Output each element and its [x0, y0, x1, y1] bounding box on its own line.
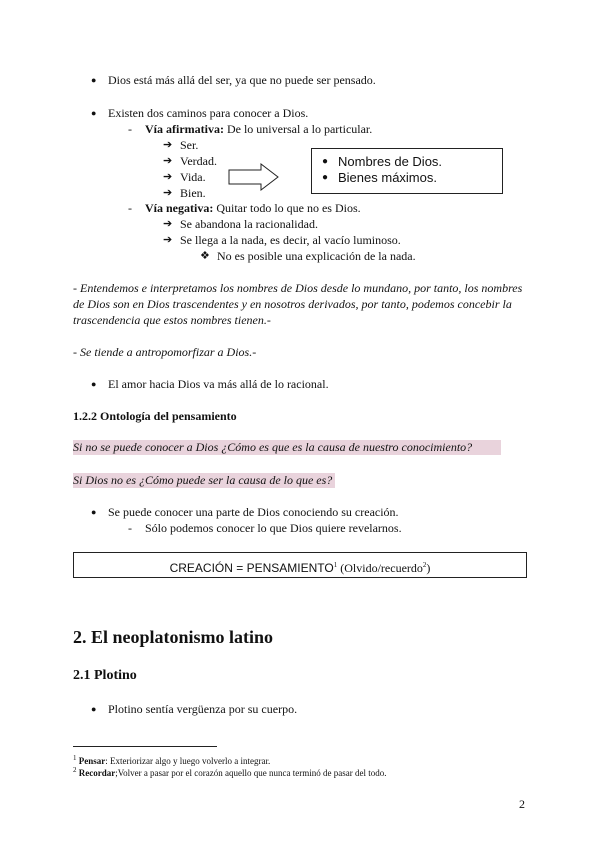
via-negativa-desc: Quitar todo lo que no es Dios.: [216, 201, 361, 215]
negativa-item-racionalidad: ➔ Se abandona la racionalidad.: [180, 217, 318, 232]
via-afirmativa-desc: De lo universal a lo particular.: [226, 122, 373, 136]
afirmativa-item-verdad: ➔ Verdad.: [180, 154, 217, 169]
formula-box: [73, 552, 527, 578]
negativa-subitem: ❖ No es posible una explicación de la nada.: [217, 249, 416, 264]
formula-paren-open: (Olvido/recuerdo: [337, 561, 423, 575]
formula-sup1: 1: [333, 561, 338, 569]
negativa-item-nada: ➔ Se llega a la nada, es decir, al vacío luminoso.: [180, 233, 401, 248]
para2: - Se tiende a antropomorfizar a Dios.-: [73, 345, 257, 359]
formula-main: CREACIÓN = PENSAMIENTO: [169, 561, 334, 575]
para1-line1: - Entendemos e interpretamos los nombres de Dios desde lo mundano, por tanto, los nombres: [73, 281, 523, 295]
bullet-amor: ● El amor hacia Dios va más allá de lo racional.: [108, 377, 329, 392]
afirmativa-box: [311, 148, 503, 194]
bullet-dos-caminos: ● Existen dos caminos para conocer a Dios.: [108, 106, 308, 121]
bullet-plotino: ● Plotino sentía vergüenza por su cuerpo.: [108, 702, 297, 717]
via-afirmativa-label: Vía afirmativa:: [145, 122, 224, 136]
formula-paren-close: ): [426, 561, 431, 575]
via-negativa-label: Vía negativa:: [145, 201, 214, 215]
afirmativa-item-vida: ➔ Vida.: [180, 170, 206, 185]
right-arrow-icon: [228, 163, 280, 191]
afirmativa-item-bien: ➔ Bien.: [180, 186, 206, 201]
question-2: Si Dios no es ¿Cómo puede ser la causa de lo que es?: [73, 473, 335, 488]
via-negativa-line: [145, 201, 361, 216]
footnote-separator: [73, 746, 217, 747]
para1-line3: trascendencia que estos nombres tienen.-: [73, 313, 271, 327]
question-1: Si no se puede conocer a Dios ¿Cómo es que es la causa de nuestro conocimiento?: [73, 440, 501, 455]
afirmativa-item-ser: ➔ Ser.: [180, 138, 198, 153]
footnote-1: $^1$ Pensar: Exteriorizar algo y luego volverlo a integrar.: [73, 754, 271, 766]
bullet-dios-mas-alla: ● Dios está más allá del ser, ya que no puede ser pensado.: [108, 73, 376, 88]
section-heading-122: 1.2.2 Ontología del pensamiento: [73, 409, 237, 423]
dash-revelarnos: - Sólo podemos conocer lo que Dios quiere revelarnos.: [145, 521, 402, 536]
page-number: 2: [519, 797, 525, 811]
bullet-creacion: ● Se puede conocer una parte de Dios conociendo su creación.: [108, 505, 399, 520]
heading-2-1: 2.1 Plotino: [73, 668, 137, 683]
via-afirmativa-line: [145, 122, 372, 137]
footnote-2: $^2$ Recordar;Volver a pasar por el corazón aquello que nunca terminó de pasar del todo.: [73, 766, 387, 778]
para1-line2: de Dios son en Dios trascendentes y en nosotros derivados, por tanto, podemos concebir la: [73, 297, 512, 311]
box-item-nombres: ● Nombres de Dios.: [322, 154, 443, 169]
box-item-bienes: ● Bienes máximos.: [322, 170, 437, 185]
heading-2: 2. El neoplatonismo latino: [73, 627, 274, 647]
formula-sup2: 2: [422, 561, 427, 569]
